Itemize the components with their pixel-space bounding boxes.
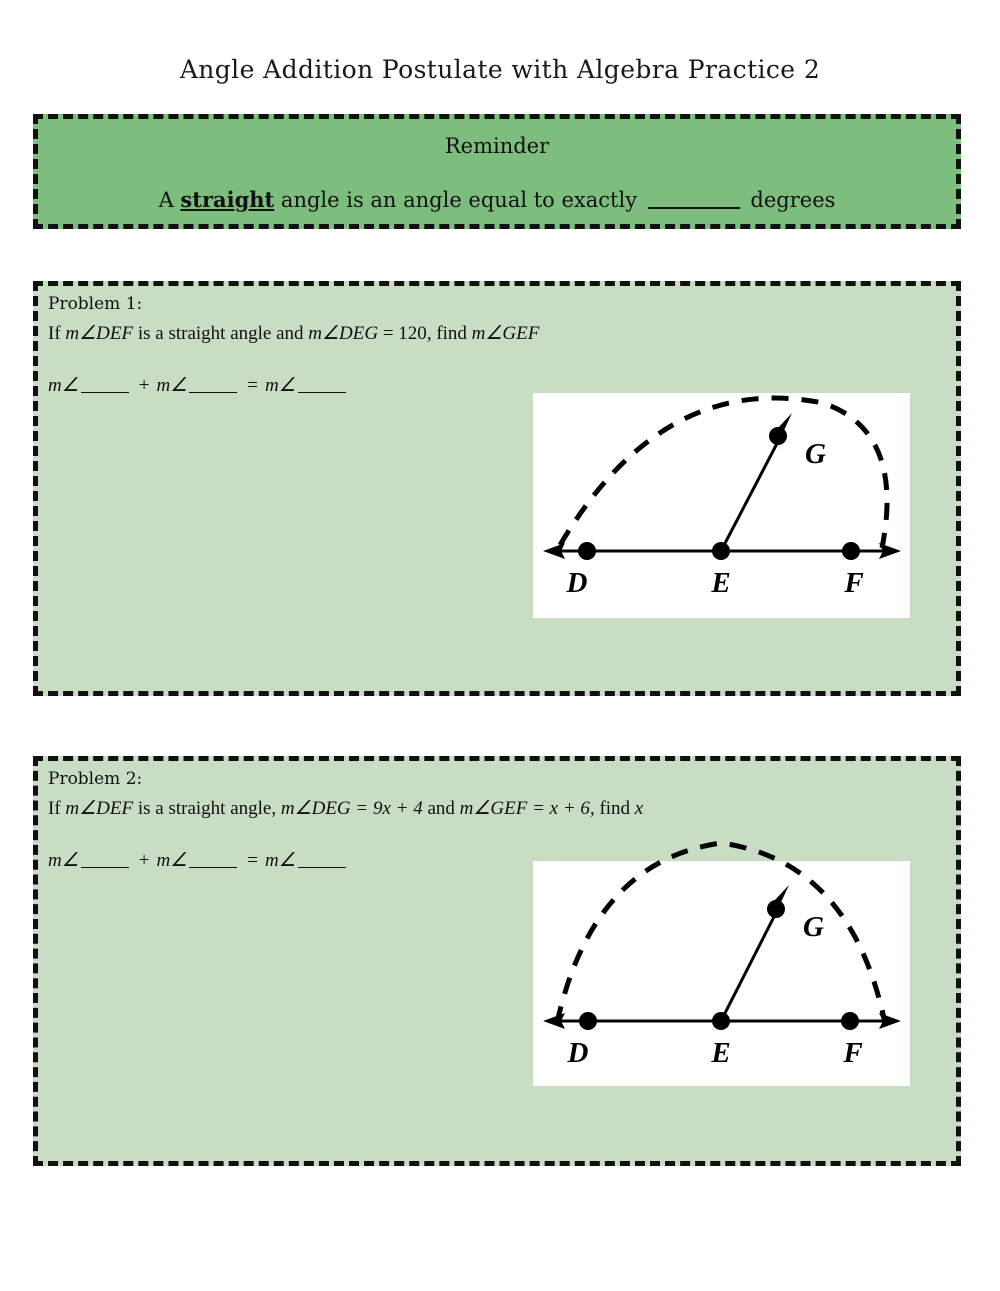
answer-blank-2[interactable] [189, 867, 237, 868]
math-angle-def: m∠DEF [65, 323, 134, 344]
math-angle-deg: m∠DEG [308, 323, 379, 344]
eq-equals: = [247, 375, 258, 396]
eq-plus: + [138, 375, 150, 396]
stmt-value: = 120 [378, 323, 427, 344]
reminder-text-before: A [158, 188, 181, 212]
stmt-text: If [48, 798, 66, 819]
stmt-text: and [422, 798, 460, 819]
reminder-heading: Reminder [444, 134, 550, 158]
math-angle-gef: m∠GEF [459, 798, 528, 819]
ray-eg [721, 903, 781, 1021]
reminder-box [33, 114, 961, 229]
answer-blank-2[interactable] [189, 392, 237, 393]
answer-blank-1[interactable] [81, 392, 129, 393]
problem-2-equation [48, 849, 349, 872]
label-d: D [566, 567, 588, 599]
problem-1-statement [48, 322, 539, 345]
label-f: F [843, 1037, 863, 1069]
point-f [841, 1012, 859, 1030]
stmt-expr-gef: = x + 6 [527, 798, 590, 819]
math-angle-gef: m∠GEF [471, 323, 540, 344]
point-e [712, 1012, 730, 1030]
eq-m-angle: m∠ [156, 850, 188, 871]
dashed-arc [560, 398, 887, 548]
eq-m-angle: m∠ [48, 850, 79, 871]
page-title: Angle Addition Postulate with Algebra Practice 2 [179, 55, 821, 84]
eq-m-angle: m∠ [264, 850, 296, 871]
point-g [767, 900, 785, 918]
stmt-text: , find [589, 798, 635, 819]
label-e: E [711, 567, 731, 599]
stmt-expr-deg: = 9x + 4 [350, 798, 423, 819]
ray-eg [721, 430, 784, 551]
reminder-keyword: straight [180, 187, 275, 212]
answer-blank-3[interactable] [298, 392, 346, 393]
math-angle-def: m∠DEF [65, 798, 134, 819]
stmt-text: If [48, 323, 66, 344]
problem-2-diagram [533, 831, 910, 1086]
eq-m-angle: m∠ [48, 375, 79, 396]
label-e: E [711, 1037, 731, 1069]
problem-2-label: Problem 2: [48, 769, 143, 789]
stmt-text: , find [426, 323, 472, 344]
problem-1-equation [48, 374, 349, 397]
reminder-text [38, 187, 956, 212]
answer-blank-1[interactable] [81, 867, 129, 868]
reminder-answer-blank[interactable] [648, 207, 740, 209]
problem-1-label: Problem 1: [48, 294, 143, 314]
stmt-text: is a straight angle and [133, 323, 309, 344]
problem-1-diagram [533, 393, 910, 618]
eq-plus: + [138, 850, 150, 871]
eq-equals: = [247, 850, 258, 871]
reminder-text-end: degrees [743, 188, 836, 212]
label-d: D [567, 1037, 589, 1069]
label-g: G [803, 911, 824, 943]
point-d [578, 542, 596, 560]
eq-m-angle: m∠ [156, 375, 188, 396]
point-d [579, 1012, 597, 1030]
stmt-variable: x [634, 798, 644, 819]
reminder-text-after: angle is an angle equal to exactly [274, 188, 644, 212]
problem-2-statement [48, 797, 643, 820]
math-angle-deg: m∠DEG [280, 798, 351, 819]
point-e [712, 542, 730, 560]
point-f [842, 542, 860, 560]
dashed-arc [557, 843, 885, 1023]
eq-m-angle: m∠ [264, 375, 296, 396]
label-g: G [805, 438, 826, 470]
label-f: F [844, 567, 864, 599]
stmt-text: is a straight angle, [133, 798, 281, 819]
point-g [769, 427, 787, 445]
answer-blank-3[interactable] [298, 867, 346, 868]
